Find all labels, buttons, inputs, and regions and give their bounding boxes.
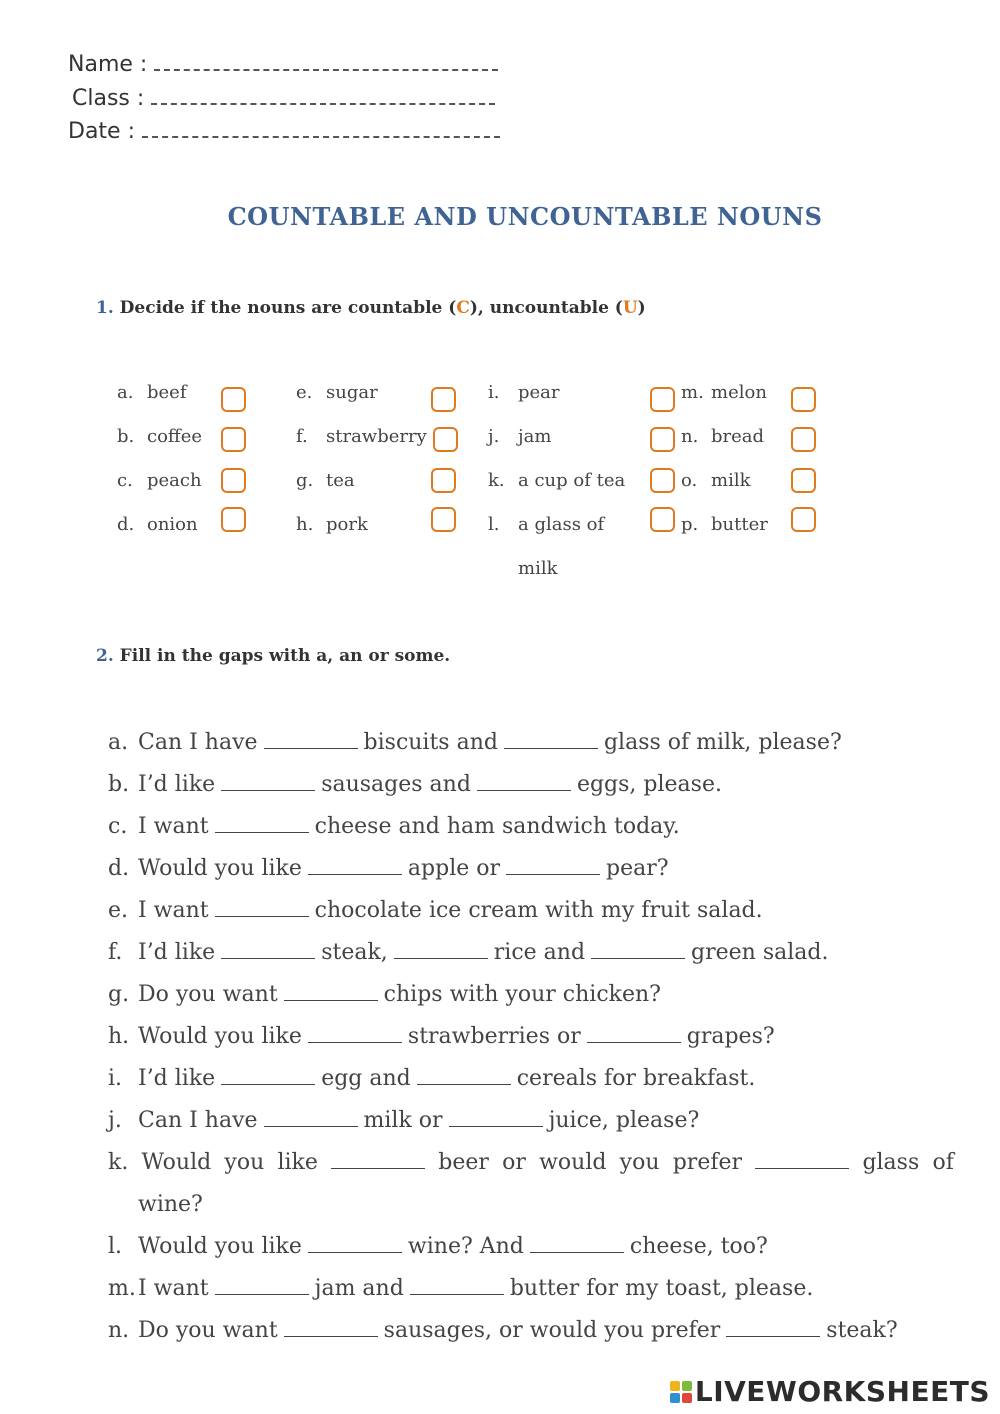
gap-input[interactable]: [308, 1024, 402, 1043]
item-letter: c.: [117, 470, 133, 491]
item-word: pork: [326, 514, 368, 535]
answer-box[interactable]: [431, 507, 456, 532]
logo-square: [670, 1381, 680, 1391]
item-word: sugar: [326, 382, 378, 403]
noun-item: [488, 426, 551, 447]
logo-text: LIVEWORKSHEETS: [694, 1375, 990, 1408]
sentence-text: grapes?: [686, 1024, 775, 1049]
sentence-text: I’d like: [138, 772, 216, 797]
item-word: tea: [326, 470, 355, 491]
sentence-text: juice, please?: [548, 1108, 700, 1133]
sentence-letter: l.: [108, 1234, 123, 1259]
sentence-e: [108, 898, 763, 923]
sentence-c: [108, 814, 680, 839]
sentence-m: [108, 1276, 813, 1301]
liveworksheets-logo[interactable]: [670, 1375, 990, 1408]
name-label: Name :: [68, 52, 148, 77]
exercise1-text-end: ): [637, 298, 646, 318]
item-letter: l.: [488, 514, 500, 535]
sentence-b: [108, 772, 722, 797]
noun-item: [296, 382, 378, 403]
gap-input[interactable]: [308, 1234, 402, 1253]
sentence-text: pear?: [606, 856, 669, 881]
item-letter: d.: [117, 514, 135, 535]
class-input[interactable]: [151, 89, 495, 105]
gap-input[interactable]: [264, 1108, 358, 1127]
exercise1-number: 1.: [96, 298, 114, 318]
gap-input[interactable]: [215, 814, 309, 833]
sentence-letter: k.: [108, 1150, 129, 1175]
gap-input[interactable]: [504, 730, 598, 749]
sentence-text: milk or: [363, 1108, 443, 1133]
sentence-text: Would you like: [138, 1024, 302, 1049]
gap-input[interactable]: [221, 772, 315, 791]
liveworksheets-mark-icon: [670, 1381, 692, 1403]
gap-input[interactable]: [530, 1234, 624, 1253]
logo-square: [682, 1381, 692, 1391]
noun-item: [488, 382, 560, 403]
answer-box[interactable]: [221, 427, 246, 452]
sentence-word: you: [224, 1150, 265, 1175]
item-letter: g.: [296, 470, 314, 491]
sentence-letter: b.: [108, 772, 130, 797]
logo-square: [670, 1393, 680, 1403]
gap-input[interactable]: [215, 1276, 309, 1295]
class-field: [72, 86, 495, 111]
item-letter: h.: [296, 514, 314, 535]
sentence-letter: d.: [108, 856, 130, 881]
sentence-text: egg and: [321, 1066, 411, 1091]
countable-code: C: [456, 298, 470, 318]
sentence-letter: e.: [108, 898, 129, 923]
sentence-d: [108, 856, 669, 881]
sentence-g: [108, 982, 661, 1007]
sentence-text: chocolate ice cream with my fruit salad.: [314, 898, 763, 923]
sentence-i: [108, 1066, 755, 1091]
answer-box[interactable]: [650, 387, 675, 412]
sentence-text: cheese, too?: [629, 1234, 768, 1259]
gap-input[interactable]: [221, 1066, 315, 1085]
gap-input[interactable]: [587, 1024, 681, 1043]
noun-item: [488, 514, 604, 535]
noun-item: [681, 382, 767, 403]
sentence-text: Can I have: [138, 1108, 258, 1133]
sentence-letter: f.: [108, 940, 123, 965]
sentence-text: cheese and ham sandwich today.: [314, 814, 680, 839]
sentence-a: [108, 730, 842, 755]
gap-input[interactable]: [591, 940, 685, 959]
item-letter: a.: [117, 382, 134, 403]
item-word: peach: [147, 470, 202, 491]
noun-item: [117, 382, 187, 403]
gap-input[interactable]: [726, 1318, 820, 1337]
sentence-letter: h.: [108, 1024, 130, 1049]
noun-item: [488, 470, 625, 491]
gap-input[interactable]: [449, 1108, 543, 1127]
sentence-h: [108, 1024, 775, 1049]
exercise2-instruction: [96, 646, 450, 666]
page-title: COUNTABLE AND UNCOUNTABLE NOUNS: [227, 202, 823, 231]
sentence-word: or: [502, 1150, 526, 1175]
noun-item: [681, 426, 764, 447]
item-word: melon: [711, 382, 767, 403]
noun-item: [117, 426, 202, 447]
answer-box[interactable]: [431, 468, 456, 493]
sentence-letter: g.: [108, 982, 130, 1007]
class-label: Class :: [72, 86, 145, 111]
item-letter: j.: [488, 426, 500, 447]
gap-input[interactable]: [755, 1150, 849, 1169]
noun-item: [681, 470, 751, 491]
answer-box[interactable]: [431, 387, 456, 412]
exercise1-text-start: Decide if the nouns are countable (: [119, 298, 457, 318]
item-word: jam: [518, 426, 552, 447]
name-input[interactable]: [154, 55, 498, 71]
gap-input[interactable]: [477, 772, 571, 791]
sentence-word: glass: [862, 1150, 920, 1175]
answer-box[interactable]: [791, 387, 816, 412]
sentence-text: I’d like: [138, 1066, 216, 1091]
sentence-text: Would you like: [138, 856, 302, 881]
item-word: milk: [711, 470, 751, 491]
sentence-text: I’d like: [138, 940, 216, 965]
item-word: pear: [518, 382, 560, 403]
sentence-text: butter for my toast, please.: [509, 1276, 814, 1301]
answer-box[interactable]: [433, 427, 458, 452]
item-word: a glass of: [518, 514, 605, 535]
sentence-letter: i.: [108, 1066, 123, 1091]
sentence-text: steak,: [321, 940, 388, 965]
sentence-text: Can I have: [138, 730, 258, 755]
sentence-text: biscuits and: [363, 730, 498, 755]
gap-input[interactable]: [264, 730, 358, 749]
sentence-text: apple or: [407, 856, 500, 881]
exercise2-number: 2.: [96, 646, 114, 666]
item-letter: b.: [117, 426, 135, 447]
sentence-text: Do you want: [138, 982, 278, 1007]
sentence-word: prefer: [672, 1150, 743, 1175]
sentence-word: would: [539, 1150, 607, 1175]
gap-input[interactable]: [394, 940, 488, 959]
sentence-letter: a.: [108, 730, 129, 755]
sentence-word: beer: [438, 1150, 489, 1175]
gap-input[interactable]: [331, 1150, 425, 1169]
sentence-word: you: [619, 1150, 660, 1175]
uncountable-code: U: [622, 298, 638, 318]
noun-item: [296, 514, 368, 535]
item-word: coffee: [147, 426, 203, 447]
answer-box[interactable]: [650, 468, 675, 493]
answer-box[interactable]: [650, 507, 675, 532]
sentence-text: I want: [138, 898, 209, 923]
sentence-text: Do you want: [138, 1318, 278, 1343]
gap-input[interactable]: [506, 856, 600, 875]
answer-box[interactable]: [221, 507, 246, 532]
sentence-letter: n.: [108, 1318, 130, 1343]
sentence-text: chips with your chicken?: [383, 982, 661, 1007]
item-letter: k.: [488, 470, 505, 491]
sentence-text: eggs, please.: [576, 772, 722, 797]
answer-box[interactable]: [791, 427, 816, 452]
answer-box[interactable]: [791, 507, 816, 532]
gap-input[interactable]: [284, 1318, 378, 1337]
logo-square: [682, 1393, 692, 1403]
answer-box[interactable]: [221, 468, 246, 493]
sentence-text: green salad.: [691, 940, 829, 965]
sentence-text: strawberries or: [407, 1024, 581, 1049]
sentence-k-continuation: wine?: [138, 1192, 203, 1217]
item-letter: o.: [681, 470, 698, 491]
sentence-text: cereals for breakfast.: [516, 1066, 756, 1091]
item-letter: f.: [296, 426, 308, 447]
sentence-text: steak?: [826, 1318, 898, 1343]
sentence-word: of: [932, 1150, 954, 1175]
item-letter: e.: [296, 382, 313, 403]
exercise1-instruction: [96, 298, 646, 318]
item-word: onion: [147, 514, 198, 535]
sentence-letter: m.: [108, 1276, 136, 1301]
sentence-text: glass of milk, please?: [603, 730, 842, 755]
noun-item: [296, 470, 355, 491]
sentence-text: rice and: [493, 940, 586, 965]
sentence-word: like: [277, 1150, 318, 1175]
noun-item: [296, 426, 427, 447]
gap-input[interactable]: [417, 1066, 511, 1085]
gap-input[interactable]: [215, 898, 309, 917]
sentence-text: Would you like: [138, 1234, 302, 1259]
answer-box[interactable]: [650, 427, 675, 452]
item-word: bread: [711, 426, 765, 447]
sentence-text: sausages, or would you prefer: [383, 1318, 721, 1343]
sentence-letter: c.: [108, 814, 128, 839]
noun-item-continuation: milk: [518, 558, 558, 579]
sentence-text: sausages and: [321, 772, 471, 797]
date-label: Date :: [68, 119, 135, 144]
item-word: a cup of tea: [518, 470, 626, 491]
noun-item: [681, 514, 768, 535]
sentence-j: [108, 1108, 699, 1133]
exercise2-text: Fill in the gaps with a, an or some.: [119, 646, 451, 666]
item-letter: n.: [681, 426, 699, 447]
date-input[interactable]: [142, 122, 500, 138]
answer-box[interactable]: [791, 468, 816, 493]
name-field: [68, 52, 498, 77]
gap-input[interactable]: [308, 856, 402, 875]
item-letter: p.: [681, 514, 699, 535]
sentence-f: [108, 940, 828, 965]
sentence-word: Would: [141, 1150, 212, 1175]
answer-box[interactable]: [221, 387, 246, 412]
exercise1-text-mid: ), uncountable (: [469, 298, 623, 318]
item-word: strawberry: [326, 426, 427, 447]
item-letter: m.: [681, 382, 704, 403]
gap-input[interactable]: [221, 940, 315, 959]
sentence-k: [108, 1150, 954, 1175]
sentence-n: [108, 1318, 898, 1343]
noun-item: [117, 470, 202, 491]
item-word: butter: [711, 514, 768, 535]
date-field: [68, 119, 500, 144]
gap-input[interactable]: [284, 982, 378, 1001]
sentence-text: wine? And: [407, 1234, 524, 1259]
sentence-l: [108, 1234, 768, 1259]
noun-item: [117, 514, 198, 535]
sentence-text: I want: [138, 814, 209, 839]
gap-input[interactable]: [410, 1276, 504, 1295]
item-letter: i.: [488, 382, 500, 403]
item-word: beef: [147, 382, 187, 403]
sentence-text: jam and: [314, 1276, 404, 1301]
sentence-letter: j.: [108, 1108, 122, 1133]
sentence-text: I want: [138, 1276, 209, 1301]
